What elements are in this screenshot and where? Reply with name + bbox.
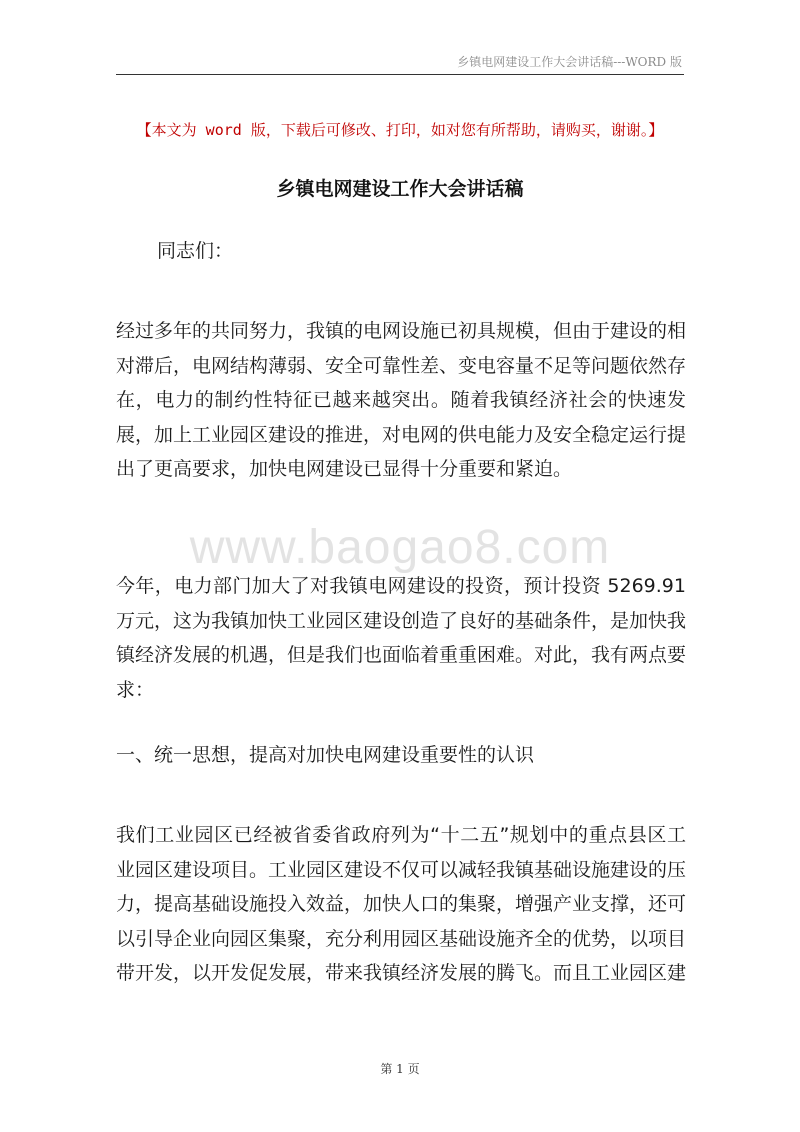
page-number: 第 1 页 [380,1062,420,1076]
paragraph-1: 经过多年的共同努力，我镇的电网设施已初具规模，但由于建设的相对滞后，电网结构薄弱、安全可靠性差、变电容量不足等问题依然存在，电力的制约性特征已越来越突出。随着我镇经济社会的快速发展，加上工业园区建设的推进，对电网的供电能力及安全稳定运行提出了更高要求，加快电网建设已显得十分重要和紧迫。 [116,320,687,480]
section-heading: 一、统一思想，提高对加快电网建设重要性的认识 [116,744,535,766]
running-header: 乡镇电网建设工作大会讲话稿---WORD 版 [457,55,682,69]
paragraph-3: 我们工业园区已经被省委省政府列为“十二五”规划中的重点县区工业园区建设项目。工业园区建设不仅可以减轻我镇基础设施建设的压力，提高基础设施投入效益，加快人口的集聚，增强产业支撑，还可以引导企业向园区集聚，充分利用园区基础设施齐全的优势，以项目带开发，以开发促发展，带来我镇经济发展的腾飞。而且工业园区建 [116,824,687,984]
header-divider [116,74,684,75]
watermark: www.baogao8.com [189,521,611,574]
paragraph-2: 今年，电力部门加大了对我镇电网建设的投资，预计投资 5269.91 万元，这为我镇加快工业园区建设创造了良好的基础条件，是加快我镇经济发展的机遇，但是我们也面临着重重困难。对此，我有两点要求： [116,575,687,701]
document-title: 乡镇电网建设工作大会讲话稿 [276,178,524,200]
salutation: 同志们： [157,240,234,262]
download-notice: 【本文为 word 版，下载后可修改、打印，如对您有所帮助，请购买，谢谢。】 [136,121,664,139]
